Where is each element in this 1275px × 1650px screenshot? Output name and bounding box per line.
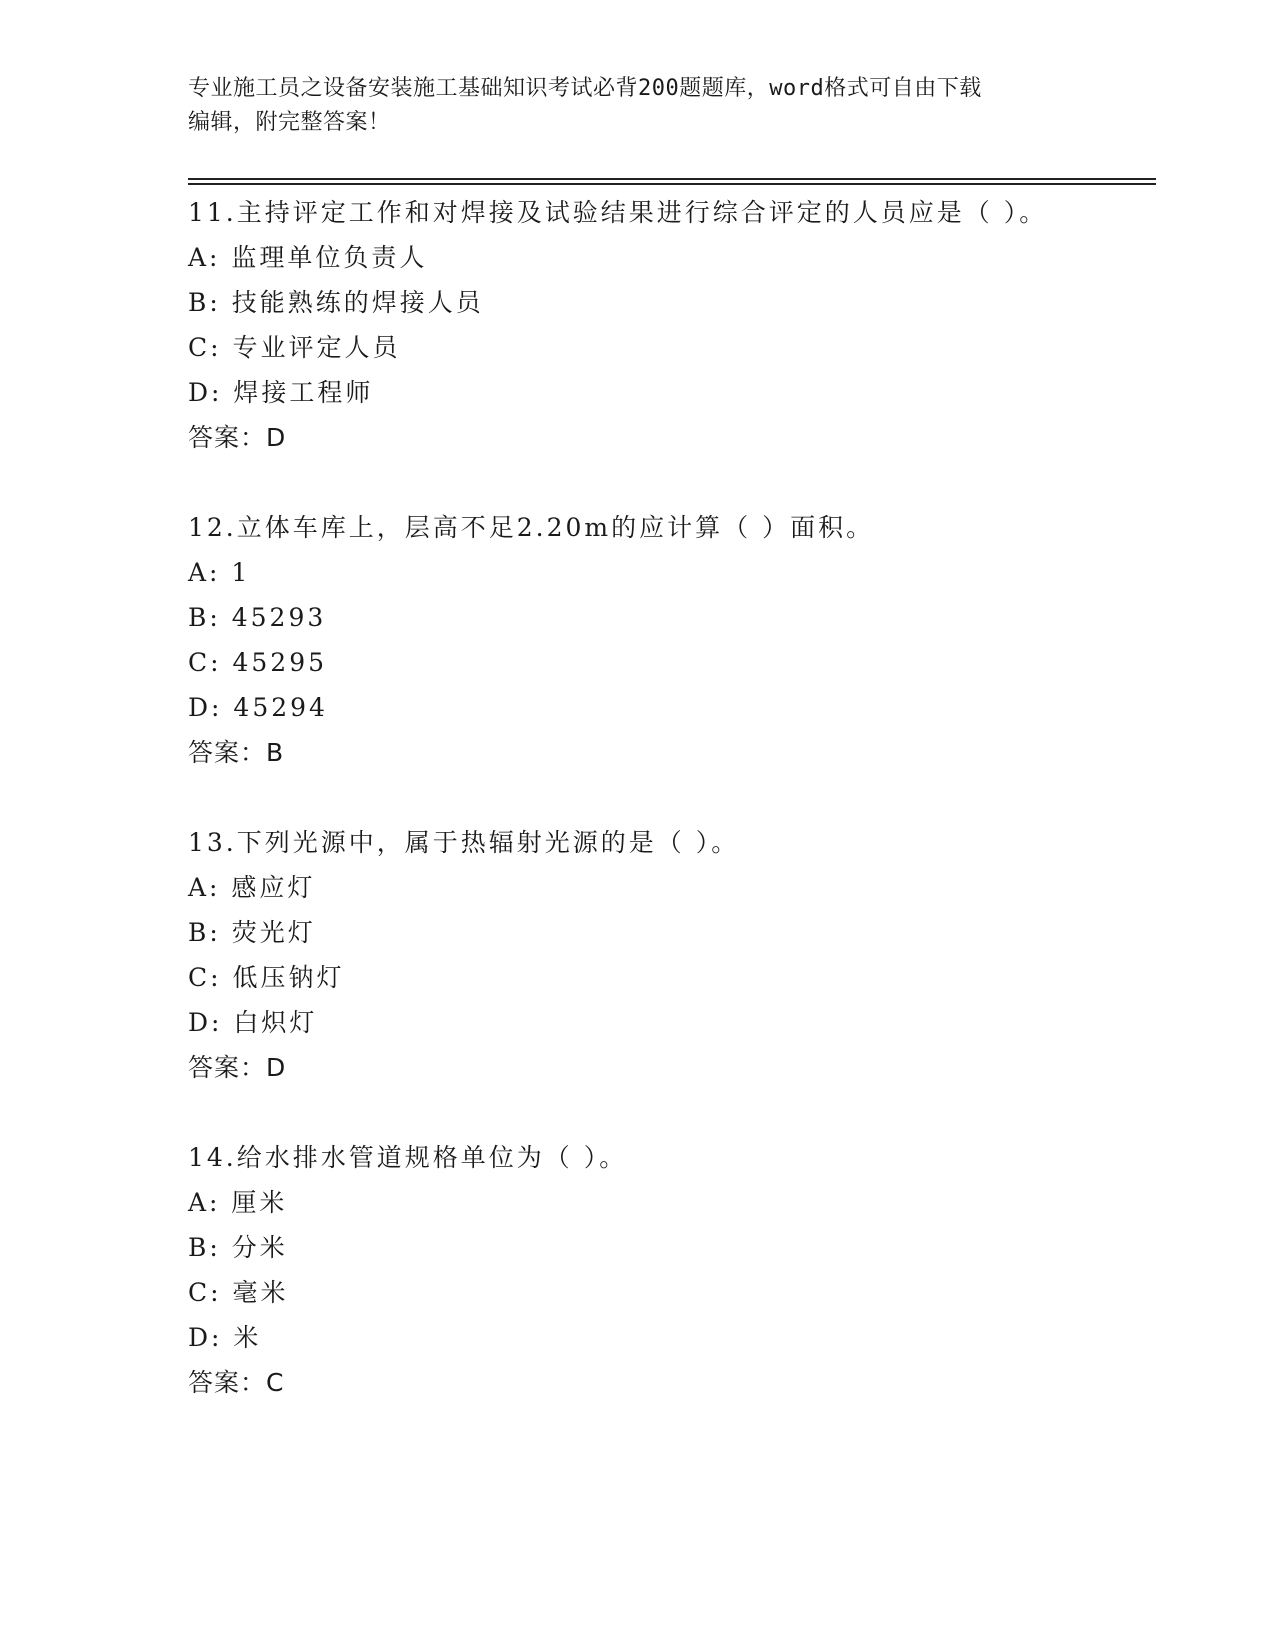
question-stem: 12.立体车库上，层高不足2.20m的应计算（ ）面积。	[188, 513, 875, 542]
answer-label: 答案：D	[188, 423, 287, 452]
header-line-2: 编辑，附完整答案！	[188, 110, 391, 135]
option-b: B: 荧光灯	[188, 918, 316, 947]
question-stem: 13.下列光源中，属于热辐射光源的是（ ）。	[188, 828, 740, 857]
option-a: A: 监理单位负责人	[188, 243, 428, 272]
header-divider-bottom	[188, 183, 1156, 185]
option-a: A: 厘米	[188, 1188, 288, 1217]
option-d: D: 焊接工程师	[188, 378, 374, 407]
question-list	[188, 190, 1148, 1405]
option-d: D: 米	[188, 1323, 262, 1352]
option-a: A: 感应灯	[188, 873, 316, 902]
question-12	[188, 505, 1148, 775]
header-divider-top	[188, 178, 1156, 180]
question-stem: 11.主持评定工作和对焊接及试验结果进行综合评定的人员应是（ ）。	[188, 198, 1048, 227]
option-c: C: 专业评定人员	[188, 333, 401, 362]
question-14	[188, 1135, 1148, 1405]
answer-label: 答案：C	[188, 1368, 285, 1397]
question-11	[188, 190, 1148, 460]
option-b: B: 45293	[188, 603, 327, 632]
question-13	[188, 820, 1148, 1090]
option-b: B: 分米	[188, 1233, 288, 1262]
option-d: D: 45294	[188, 693, 328, 722]
question-stem: 14.给水排水管道规格单位为（ ）。	[188, 1143, 628, 1172]
answer-label: 答案：D	[188, 1053, 287, 1082]
document-header	[188, 72, 1088, 140]
option-d: D: 白炽灯	[188, 1008, 318, 1037]
answer-label: 答案：B	[188, 738, 285, 767]
option-c: C: 45295	[188, 648, 328, 677]
option-c: C: 低压钠灯	[188, 963, 345, 992]
option-a: A: 1	[188, 558, 251, 587]
header-line-1: 专业施工员之设备安装施工基础知识考试必背200题题库，word格式可自由下载	[188, 76, 982, 101]
option-b: B: 技能熟练的焊接人员	[188, 288, 484, 317]
option-c: C: 毫米	[188, 1278, 289, 1307]
